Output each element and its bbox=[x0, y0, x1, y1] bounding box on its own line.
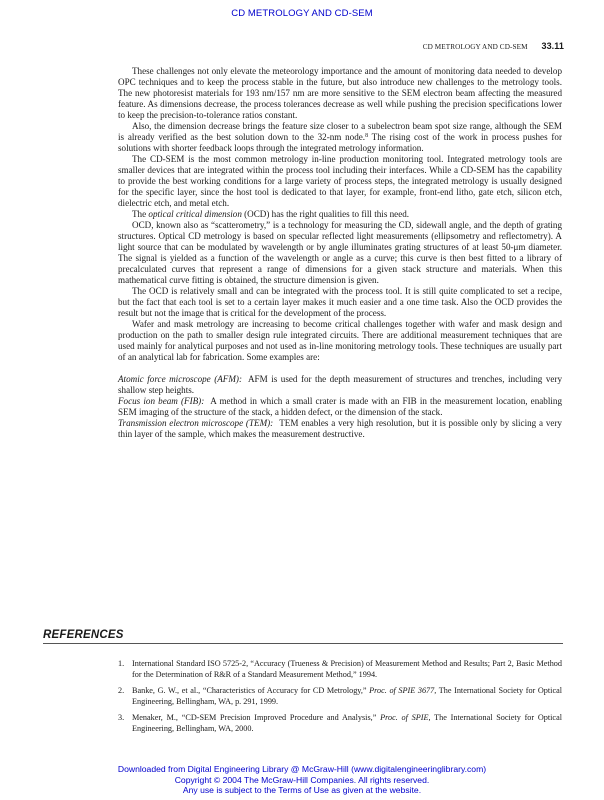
footer-download-link[interactable]: Downloaded from Digital Engineering Library @ McGraw-Hill (www.digitalengineeringlibrary.com) bbox=[117, 764, 487, 774]
example-term: Atomic force microscope (AFM): bbox=[118, 374, 242, 384]
top-banner: CD METROLOGY AND CD-SEM bbox=[231, 8, 373, 19]
example-text: A method in which a small crater is made with an FIB in the measurement location, enabling SEM imaging of the structure of the stack, a hidden defect, or the dimension of the stack. bbox=[118, 396, 562, 417]
paragraph-6: The OCD is relatively small and can be integrated with the process tool. It is still quite complicated to set a recipe, but the fact that each tool is set to a certain layer makes it much easier and a one time task. Also the OCD provides the result but not the image that is critical for the development of the process. bbox=[118, 286, 562, 318]
paragraph-4-post: (OCD) has the right qualities to fill this need. bbox=[241, 209, 410, 219]
examples-list bbox=[118, 374, 562, 440]
reference-text: International Standard ISO 5725-2, “Accuracy (Trueness & Precision) of Measurement Method and Results; Part 2, Basic Method for the Determination of R&R of a Standard Measurement Method,” 1994. bbox=[132, 659, 562, 679]
example-text: TEM enables a very high resolution, but it is possible only by slicing a very thin layer of the sample, which makes the measurement destructive. bbox=[118, 418, 562, 439]
reference-number: 1. bbox=[118, 659, 125, 668]
references-list bbox=[118, 658, 562, 739]
paragraph-2 bbox=[118, 121, 562, 154]
reference-text: Menaker, M., “CD-SEM Precision Improved Procedure and Analysis,” bbox=[132, 713, 381, 722]
references-divider bbox=[43, 643, 563, 644]
reference-journal: Proc. of SPIE 3677 bbox=[369, 686, 435, 695]
reference-number: 3. bbox=[118, 713, 125, 722]
paragraph-2-start: Also, the dimension decrease brings the feature size closer to a subelectron beam spot size range, although the SEM is already verified as the best solution down to the 32-nm node. bbox=[118, 121, 562, 142]
example-term: Focus ion beam (FIB): bbox=[118, 396, 205, 406]
reference-journal: Proc. of SPIE bbox=[380, 713, 429, 722]
reference-item bbox=[118, 712, 562, 734]
footer-terms: Any use is subject to the Terms of Use as given at the website. bbox=[182, 785, 422, 795]
example-text: AFM is used for the depth measurement of structures and trenches, including very shallow step heights. bbox=[118, 374, 563, 395]
reference-text-end: , The International Society for Optical Engineering, Bellingham, WA, p. 291, 1999. bbox=[132, 686, 562, 706]
paragraph-4-pre: The bbox=[132, 209, 149, 219]
example-afm bbox=[118, 374, 562, 396]
reference-text: Banke, G. W., et al., “Characteristics of Accuracy for CD Metrology,” bbox=[132, 686, 370, 695]
reference-item bbox=[118, 658, 562, 680]
example-tem bbox=[118, 418, 562, 440]
reference-text-end: , The International Society for Optical Engineering, Bellingham, WA, 2000. bbox=[132, 713, 562, 733]
paragraph-2-end: The rising cost of the work in process pushes for solutions with shorter feedback loops through the integrated metrology information. bbox=[118, 132, 562, 153]
paragraph-3: The CD-SEM is the most common metrology in-line production monitoring tool. Integrated metrology tools are smaller devices that are integrated within the process tool including their interfaces. While a CD-SEM has the capability to provide the best working conditions for a large variety of process steps, the integrated metrology is usually designed for the specific layer, since the host tool is dedicated to that layer, for example, front-end litho, gate etch, silicon etch, dielectric etch, and metal etch. bbox=[118, 154, 562, 208]
page-number: 33.11 bbox=[541, 41, 564, 51]
paragraph-4 bbox=[118, 209, 562, 220]
footnote-ref-8: 8 bbox=[365, 133, 369, 139]
ocd-term: optical critical dimension bbox=[148, 209, 242, 219]
paragraph-1: These challenges not only elevate the meteorology importance and the amount of monitoring data needed to develop OPC techniques and to keep the process stable in the future, but also introduce new challenges to the metrology tools. The new photoresist materials for 193 nm/157 nm are more sensitive to the SEM electron beam affecting the measured feature. As dimensions decrease, the process tolerances decrease as well while pushing the precision specifications lower to keep the precision-to-tolerance ratios constant. bbox=[118, 66, 562, 120]
body-text bbox=[118, 66, 562, 440]
references-heading: REFERENCES bbox=[43, 629, 124, 641]
paragraph-5: OCD, known also as “scatterometry,” is a technology for measuring the CD, sidewall angle, and the depth of grating structures. Optical CD metrology is based on specular reflected light measurements (ellipsometry and reflectometry). A light source that can be modulated by wavelength or by angle illuminates grating structures of at least 50-μm diameter. The signal is yielded as a function of the wavelength or angle as a curve; this curve is then best fitted to a library of precalculated curves that represent a range of dimensions for a given stack structure and materials. When this mathematical curve fitting is obtained, the structure dimension is given. bbox=[118, 220, 562, 285]
reference-number: 2. bbox=[118, 686, 125, 695]
paragraph-7: Wafer and mask metrology are increasing to become critical challenges together with wafer and mask design and production on the path to smaller design rule integrated circuits. There are additional measurement techniques that are used mainly for analytical purposes and not used as in-line monitoring metrology tools. These techniques are usually part of an analytical lab for fabrication. Some examples are: bbox=[118, 319, 562, 362]
reference-item bbox=[118, 685, 562, 707]
download-footer bbox=[0, 764, 604, 796]
example-term: Transmission electron microscope (TEM): bbox=[118, 418, 274, 428]
running-head bbox=[423, 41, 564, 51]
example-fib bbox=[118, 396, 562, 418]
running-head-title: CD METROLOGY AND CD-SEM bbox=[422, 43, 528, 51]
footer-copyright: Copyright © 2004 The McGraw-Hill Companies. All rights reserved. bbox=[174, 774, 430, 785]
